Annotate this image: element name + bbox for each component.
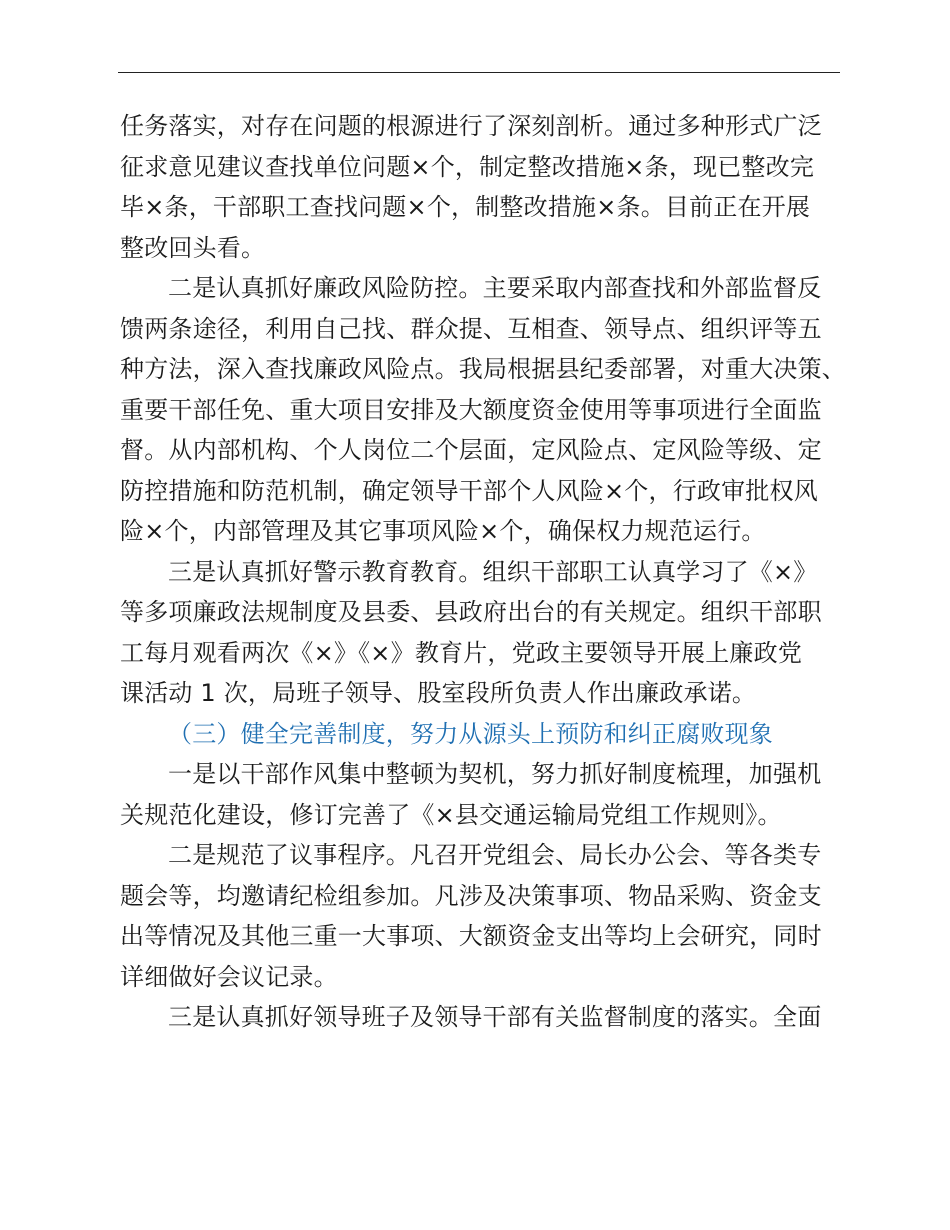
paragraph-start-line: 三是认真抓好警示教育教育。组织干部职工认真学习了《×》 (168, 557, 818, 586)
text-line: 征求意见建议查找单位问题×个，制定整改措施×条，现已整改完 (120, 152, 815, 181)
paragraph-start-line: 一是以干部作风集中整顿为契机，努力抓好制度梳理，加强机 (168, 760, 822, 788)
text-line: 关规范化建设，修订完善了《×县交通运输局党组工作规则》。 (120, 800, 782, 829)
text-line: 督。从内部机构、个人岗位二个层面，定风险点、定风险等级、定 (120, 436, 822, 464)
body-text (120, 106, 860, 1038)
text-line: 毕×条，干部职工查找问题×个，制整改措施×条。目前正在开展 (120, 193, 811, 221)
header-rule (118, 72, 840, 73)
text-line: 种方法，深入查找廉政风险点。我局根据县纪委部署，对重大决策、 (120, 355, 846, 383)
text-line: 整改回头看。 (120, 233, 266, 262)
section-heading: （三）健全完善制度，努力从源头上预防和纠正腐败现象 (168, 719, 773, 748)
paragraph-start-line: 三是认真抓好领导班子及领导干部有关监督制度的落实。全面 (168, 1003, 822, 1031)
text-line: 工每月观看两次《×》《×》教育片，党政主要领导开展上廉政党 (120, 638, 803, 667)
text-line: 题会等，均邀请纪检组参加。凡涉及决策事项、物品采购、资金支 (120, 881, 822, 910)
text-line: 出等情况及其他三重一大事项、大额资金支出等均上会研究，同时 (120, 922, 822, 950)
text-line: 重要干部任免、重大项目安排及大额度资金使用等事项进行全面监 (120, 395, 822, 424)
text-line: 等多项廉政法规制度及县委、县政府出台的有关规定。组织干部职 (120, 598, 822, 626)
text-line: 课活动 1 次，局班子领导、股室段所负责人作出廉政承诺。 (120, 679, 757, 707)
text-line: 险×个，内部管理及其它事项风险×个，确保权力规范运行。 (120, 517, 766, 545)
text-line: 防控措施和防范机制，确定领导干部个人风险×个，行政审批权风 (120, 476, 818, 505)
text-line: 任务落实，对存在问题的根源进行了深刻剖析。通过多种形式广泛 (120, 112, 822, 140)
text-line: 馈两条途径，利用自己找、群众提、互相查、领导点、组织评等五 (120, 314, 822, 343)
paragraph-start-line: 二是认真抓好廉政风险防控。主要采取内部查找和外部监督反 (168, 274, 822, 302)
paragraph-start-line: 二是规范了议事程序。凡召开党组会、局长办公会、等各类专 (168, 841, 822, 869)
text-line: 详细做好会议记录。 (120, 962, 338, 991)
